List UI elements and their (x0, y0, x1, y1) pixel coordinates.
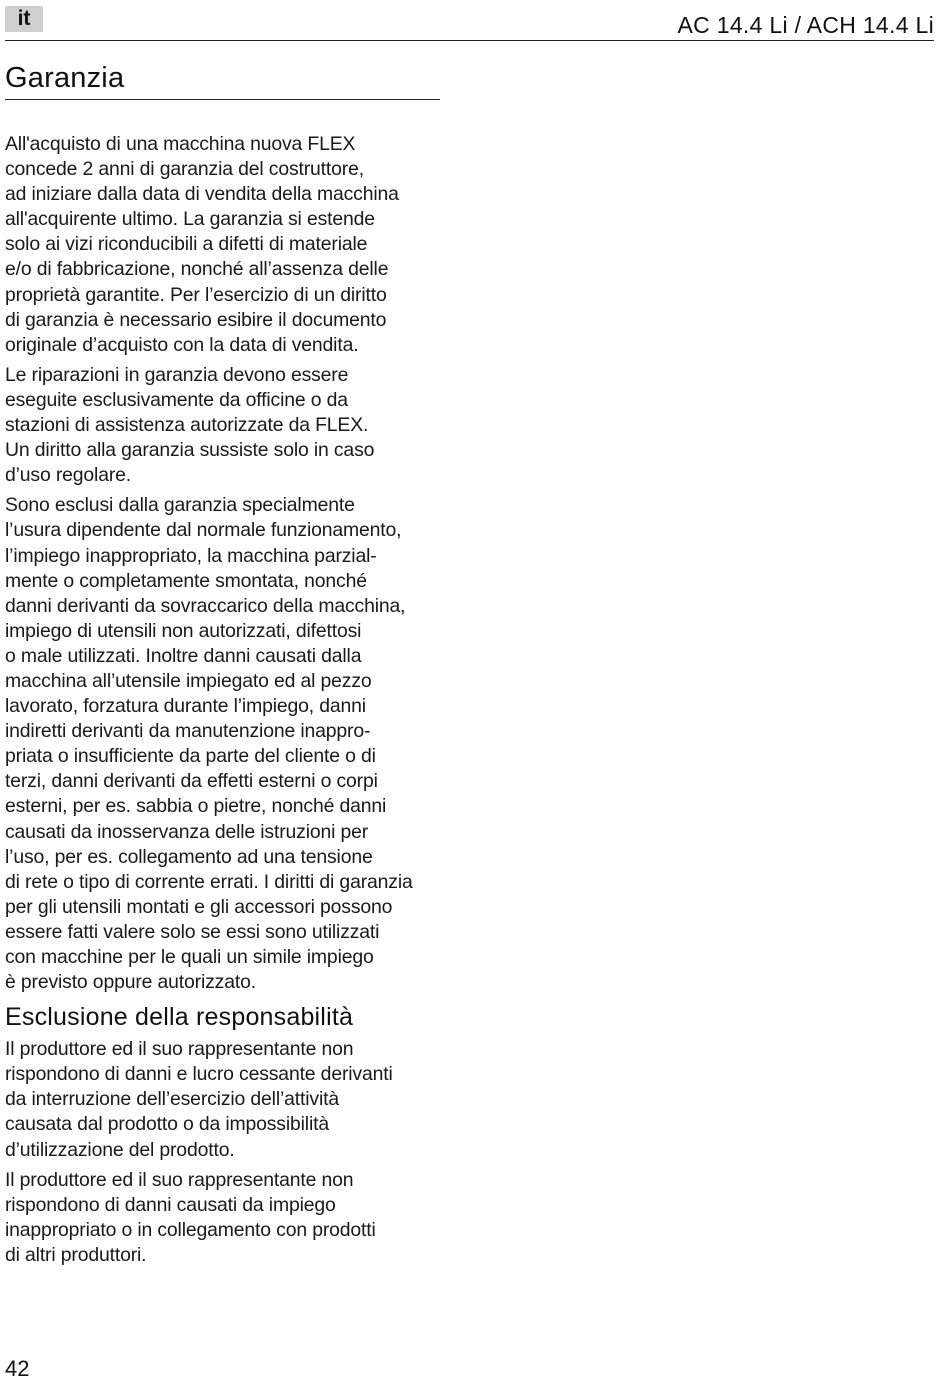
main-text-column (5, 132, 441, 1273)
warranty-paragraph-2: Le riparazioni in garanzia devono essere eseguite esclusivamente da officine o da stazioni di assistenza autorizzate da FLEX. Un diritto alla garanzia sussiste solo in caso d’uso regolare. (5, 363, 375, 487)
header-divider (5, 40, 934, 41)
liability-paragraph-2: Il produttore ed il suo rappresentante non rispondono di danni causati da impiego inappropriato o in collegamento con prodotti di altri produttori. (5, 1168, 376, 1266)
page-number: 42 (5, 1356, 30, 1381)
model-name: AC 14.4 Li / ACH 14.4 Li (677, 12, 934, 38)
warranty-paragraph-1: All'acquisto di una macchina nuova FLEX concede 2 anni di garanzia del costruttore, ad iniziare dalla data di vendita della macchina all'acquirente ultimo. La garanzia si estende solo ai vizi riconducibili a difetti di materiale e/o di fabbricazione, nonché all’assenza delle proprietà garantite. Per l’esercizio di un diritto di garanzia è necessario esibire il documento originale d’acquisto con la data di vendita. (5, 133, 399, 356)
subsection-title: Esclusione della responsabilità (5, 1003, 354, 1032)
section-title: Garanzia (5, 62, 125, 94)
liability-paragraph-1: Il produttore ed il suo rappresentante non rispondono di danni e lucro cessante derivanti da interruzione dell’esercizio dell’attività causata dal prodotto o da impossibilità d’utilizzazione del prodotto. (5, 1038, 393, 1161)
warranty-paragraph-3: Sono esclusi dalla garanzia specialmente l’usura dipendente dal normale funzionamento, l’impiego inappropriato, la macchina parzial- mente o completamente smontata, nonché danni derivanti da sovraccarico della macchina, impiego di utensili non autorizzati, difettosi o male utilizzati. Inoltre danni causati dalla macchina all’utensile impiegato ed al pezzo lavorato, forzatura durante l’impiego, danni indiretti derivanti da manutenzione inappro- priata o insufficiente da parte del cliente o di terzi, danni derivanti da effetti esterni o corpi esterni, per es. sabbia o pietre, nonché danni causati da inosservanza delle istruzioni per l’uso, per es. collegamento ad una tensione di rete o tipo di corrente errati. I diritti di garanzia per gli utensili montati e gli accessori possono essere fatti valere solo se essi sono utilizzati con macchine per le quali un simile impiego è previsto oppure autorizzato. (5, 494, 413, 994)
title-divider (5, 99, 440, 100)
language-badge: it (5, 6, 43, 32)
